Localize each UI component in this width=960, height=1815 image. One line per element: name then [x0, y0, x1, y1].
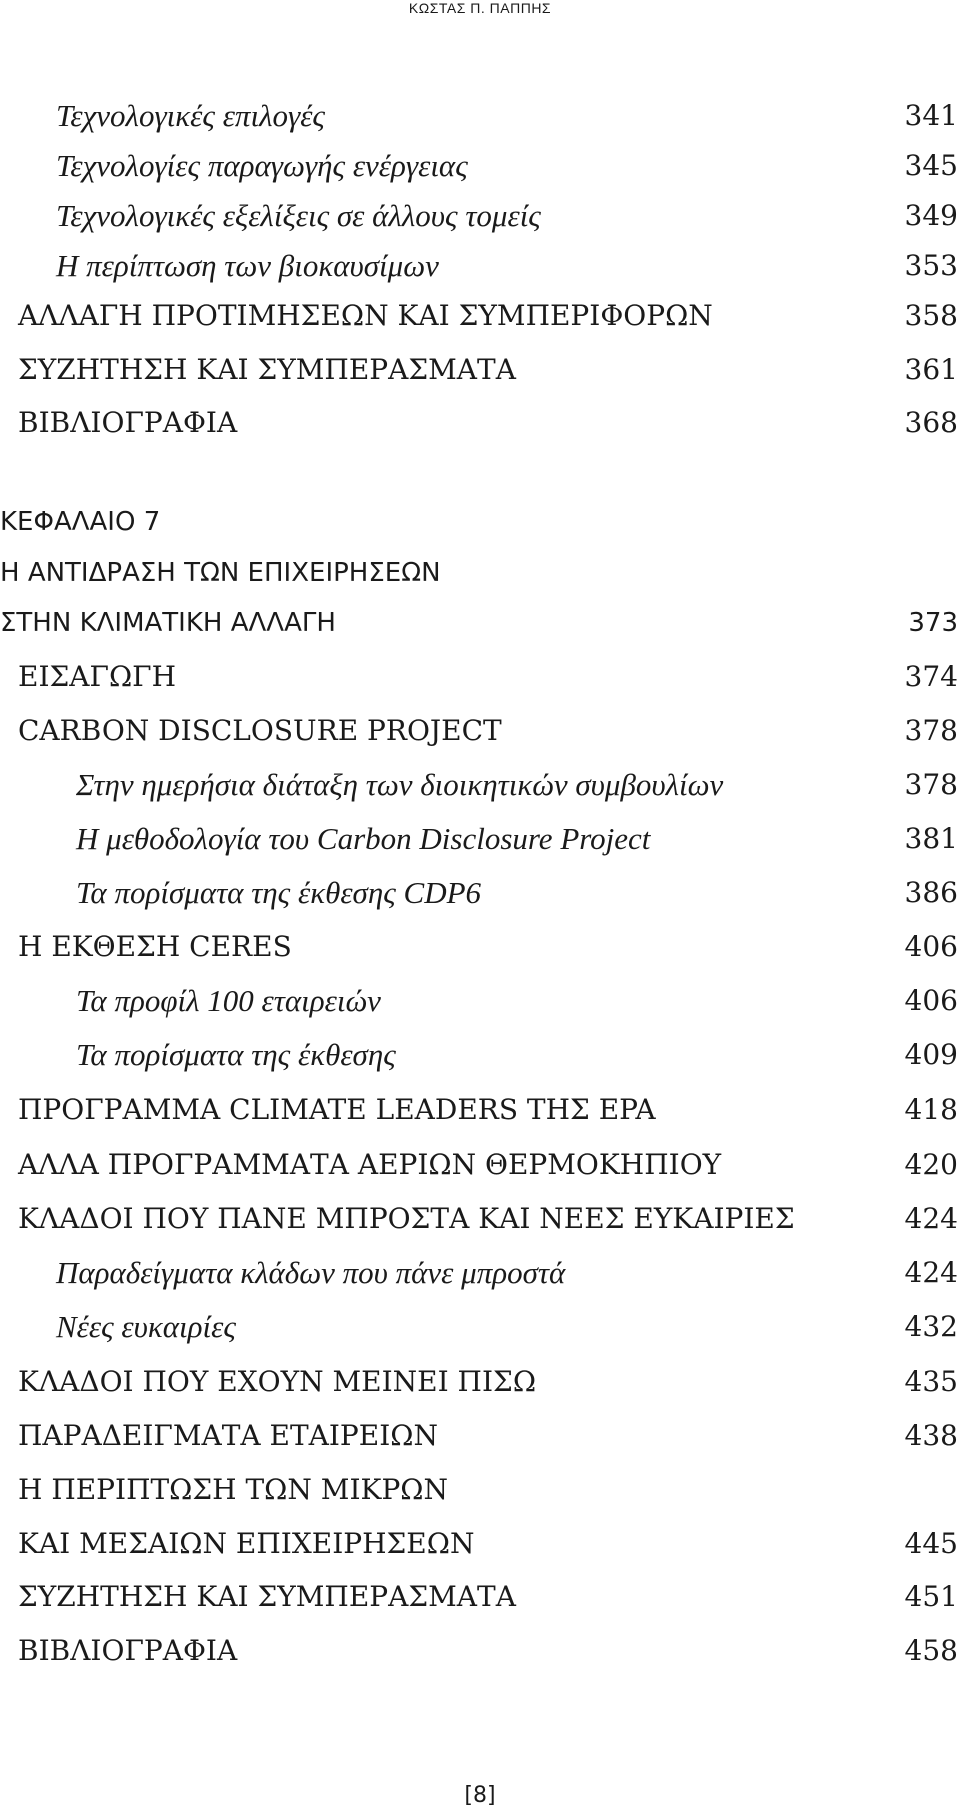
toc-entry-page: 368	[904, 406, 958, 439]
chapter-title	[0, 553, 958, 593]
toc-entry-title: Τα πορίσματα της έκθεσης	[76, 1037, 396, 1072]
page-number: [8]	[464, 1783, 496, 1808]
toc-entry-page: 406	[904, 984, 958, 1017]
toc-entry	[18, 1090, 958, 1130]
toc-entry-title: Τεχνολογίες παραγωγής ενέργειας	[56, 148, 468, 183]
toc-entry-page: 341	[904, 99, 958, 132]
toc-entry-title: ΚΑΙ ΜΕΣΑΙΩΝ ΕΠΙΧΕΙΡΗΣΕΩΝ	[18, 1527, 475, 1560]
toc-entry-page: 361	[904, 353, 958, 386]
toc-entry-page: 373	[908, 608, 958, 638]
toc-entry	[18, 1631, 958, 1671]
toc-entry-page: 358	[904, 299, 958, 332]
toc-entry-title: Τα προφίλ 100 εταιρειών	[76, 983, 381, 1018]
toc-entry-page: 458	[904, 1634, 958, 1667]
toc-entry-title: ΣΥΖΗΤΗΣΗ ΚΑΙ ΣΥΜΠΕΡΑΣΜΑΤΑ	[18, 1580, 516, 1613]
toc-entry-title: Παραδείγματα κλάδων που πάνε μπροστά	[56, 1255, 566, 1290]
toc-entry-page: 353	[904, 249, 958, 282]
toc-entry-title: ΣΤΗΝ ΚΛΙΜΑΤΙΚΗ ΑΛΛΑΓΗ	[0, 608, 336, 638]
toc-entry	[18, 196, 958, 236]
toc-entry	[18, 96, 958, 136]
toc-entry-page: 378	[904, 768, 958, 801]
toc-entry-page: 386	[904, 876, 958, 909]
toc-entry-title: Η περίπτωση των βιοκαυσίμων	[56, 248, 439, 283]
toc-entry-title: ΑΛΛΑΓΗ ΠΡΟΤΙΜΗΣΕΩΝ ΚΑΙ ΣΥΜΠΕΡΙΦΟΡΩΝ	[18, 299, 713, 332]
toc-entry-title: ΠΑΡΑΔΕΙΓΜΑΤΑ ΕΤΑΙΡΕΙΩΝ	[18, 1419, 438, 1452]
toc-entry-page: 445	[904, 1527, 958, 1560]
toc-entry-page: 438	[904, 1419, 958, 1452]
toc-entry-page: 424	[904, 1202, 958, 1235]
toc-entry-title: Νέες ευκαιρίες	[56, 1309, 236, 1344]
toc-entry-page: 406	[904, 930, 958, 963]
toc-entry	[18, 296, 958, 336]
toc-entry	[18, 403, 958, 443]
chapter-label	[0, 502, 958, 542]
toc-entry	[18, 1199, 958, 1239]
running-head: ΚΩΣΤΑΣ Π. ΠΑΠΠΗΣ	[408, 0, 552, 16]
toc-entry	[18, 146, 958, 186]
toc-entry	[18, 819, 958, 859]
toc-entry	[18, 1416, 958, 1456]
toc-entry-title: ΚΛΑΔΟΙ ΠΟΥ ΕΧΟΥΝ ΜΕΙΝΕΙ ΠΙΣΩ	[18, 1365, 537, 1398]
toc-entry-title: Η ΕΚΘΕΣΗ CERES	[18, 930, 292, 963]
toc-entry-page: 435	[904, 1365, 958, 1398]
toc-entry-title: ΒΙΒΛΙΟΓΡΑΦΙΑ	[18, 406, 238, 439]
toc-entry-title: CARBON DISCLOSURE PROJECT	[18, 714, 502, 747]
toc-entry-title: Η μεθοδολογία του Carbon Disclosure Project	[76, 821, 651, 856]
toc-entry	[18, 1524, 958, 1564]
toc-entry	[18, 1470, 958, 1510]
toc-entry	[18, 981, 958, 1021]
toc-entry-title: ΑΛΛΑ ΠΡΟΓΡΑΜΜΑΤΑ ΑΕΡΙΩΝ ΘΕΡΜΟΚΗΠΙΟΥ	[18, 1148, 722, 1181]
toc-entry-title: ΚΕΦΑΛΑΙΟ 7	[0, 507, 161, 537]
toc-entry	[18, 1362, 958, 1402]
toc-entry	[18, 711, 958, 751]
toc-entry	[18, 1253, 958, 1293]
chapter-title	[0, 603, 958, 643]
toc-entry-title: ΣΥΖΗΤΗΣΗ ΚΑΙ ΣΥΜΠΕΡΑΣΜΑΤΑ	[18, 353, 516, 386]
toc-entry-page: 349	[904, 199, 958, 232]
toc-entry-title: ΒΙΒΛΙΟΓΡΑΦΙΑ	[18, 1634, 238, 1667]
toc-entry-page: 420	[904, 1148, 958, 1181]
toc-entry	[18, 657, 958, 697]
toc-entry	[18, 246, 958, 286]
toc-entry	[18, 1577, 958, 1617]
toc-entry	[18, 1145, 958, 1185]
toc-entry-page: 418	[904, 1093, 958, 1126]
toc-entry-title: Τεχνολογικές επιλογές	[56, 98, 326, 133]
toc-entry-page: 345	[904, 149, 958, 182]
toc-entry-page: 378	[904, 714, 958, 747]
toc-entry-page: 381	[904, 822, 958, 855]
toc-entry	[18, 350, 958, 390]
toc-entry-page: 451	[904, 1580, 958, 1613]
toc-entry-title: ΕΙΣΑΓΩΓΗ	[18, 660, 177, 693]
toc-entry-page: 432	[904, 1310, 958, 1343]
toc-entry	[18, 765, 958, 805]
toc-entry-title: ΚΛΑΔΟΙ ΠΟΥ ΠΑΝΕ ΜΠΡΟΣΤΑ ΚΑΙ ΝΕΕΣ ΕΥΚΑΙΡΙΕΣ	[18, 1202, 795, 1235]
toc-entry-title: Τα πορίσματα της έκθεσης CDP6	[76, 875, 482, 910]
toc-entry	[18, 927, 958, 967]
toc-entry-title: Τεχνολογικές εξελίξεις σε άλλους τομείς	[56, 198, 541, 233]
toc-entry-title: Στην ημερήσια διάταξη των διοικητικών συμβουλίων	[76, 767, 724, 802]
toc-entry	[18, 873, 958, 913]
toc-entry	[18, 1035, 958, 1075]
toc-entry-title: Η ΠΕΡΙΠΤΩΣΗ ΤΩΝ ΜΙΚΡΩΝ	[18, 1473, 448, 1506]
toc-entry-page: 409	[904, 1038, 958, 1071]
toc-entry-title: Η ΑΝΤΙΔΡΑΣΗ ΤΩΝ ΕΠΙΧΕΙΡΗΣΕΩΝ	[0, 558, 441, 588]
toc-entry-title: ΠΡΟΓΡΑΜΜΑ CLIMATE LEADERS ΤΗΣ EPA	[18, 1093, 656, 1126]
toc-entry-page: 424	[904, 1256, 958, 1289]
toc-entry-page: 374	[904, 660, 958, 693]
toc-entry	[18, 1307, 958, 1347]
